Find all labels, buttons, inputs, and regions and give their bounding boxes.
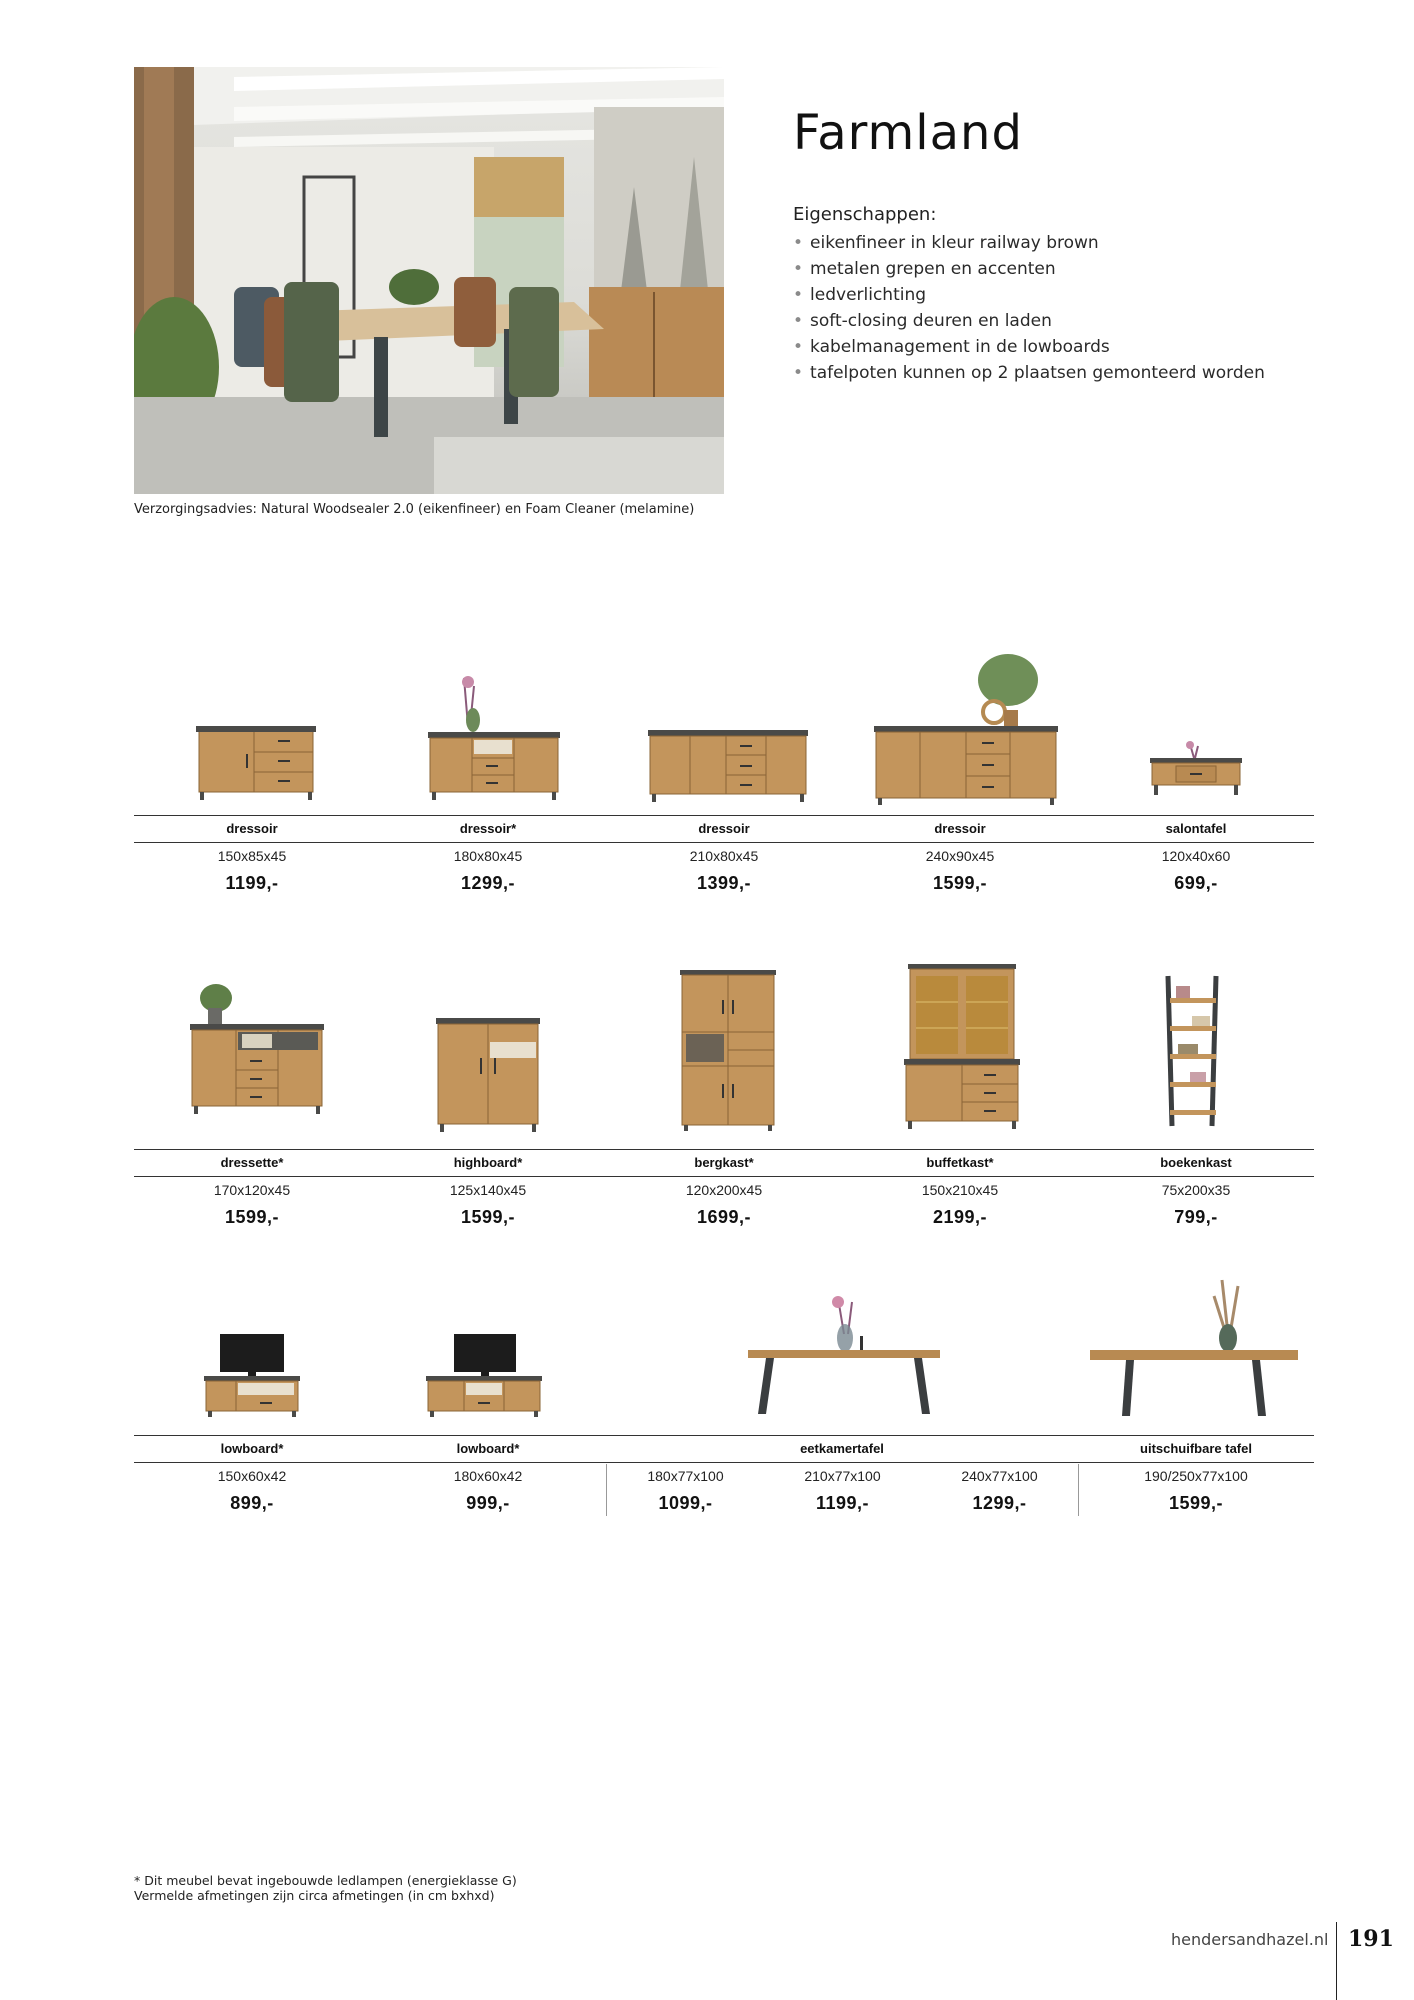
product-price: 1399,- — [696, 873, 752, 893]
product-price: 1299,- — [972, 1493, 1027, 1513]
bullet-icon: • — [793, 337, 804, 357]
product-dimensions: 180x77x100 — [647, 1468, 724, 1484]
row-divider — [134, 815, 1314, 816]
dressoir-240-image — [874, 650, 1058, 806]
product-name: dressoir — [226, 821, 278, 836]
feature-item — [793, 282, 1265, 308]
product-name: eetkamertafel — [800, 1441, 884, 1456]
product-price: 1599,- — [932, 873, 988, 893]
product-dimensions: 150x85x45 — [217, 848, 287, 864]
product-name: lowboard* — [220, 1441, 284, 1456]
product-price: 1599,- — [224, 1207, 280, 1227]
bullet-icon: • — [793, 233, 804, 253]
product-dimensions: 75x200x35 — [1161, 1182, 1231, 1198]
feature-text: soft-closing deuren en laden — [810, 311, 1052, 331]
product-name: lowboard* — [456, 1441, 520, 1456]
feature-text: ledverlichting — [810, 285, 927, 305]
product-dimensions: 150x210x45 — [921, 1182, 999, 1198]
footnotes — [134, 1873, 517, 1903]
website-link[interactable]: hendersandhazel.nl — [1171, 1930, 1329, 1949]
product-name: dressoir — [698, 821, 750, 836]
features-heading: Eigenschappen: — [793, 204, 937, 225]
page-number: 191 — [1348, 1926, 1394, 1952]
uitschuifbare-tafel-image — [1090, 1276, 1298, 1420]
bullet-icon: • — [793, 363, 804, 383]
product-dimensions: 125x140x45 — [449, 1182, 527, 1198]
product-name: salontafel — [1165, 821, 1227, 836]
product-dimensions: 180x60x42 — [453, 1468, 523, 1484]
product-price: 1299,- — [460, 873, 516, 893]
feature-item — [793, 360, 1265, 386]
bullet-icon: • — [793, 311, 804, 331]
product-dimensions: 210x77x100 — [804, 1468, 881, 1484]
feature-text: metalen grepen en accenten — [810, 259, 1056, 279]
footnote-led: * Dit meubel bevat ingebouwde ledlampen (energieklasse G) — [134, 1873, 517, 1888]
product-name: bergkast* — [694, 1155, 754, 1170]
product-dimensions: 170x120x45 — [213, 1182, 291, 1198]
feature-text: kabelmanagement in de lowboards — [810, 337, 1110, 357]
salontafel-image — [1150, 740, 1242, 804]
features-list — [793, 230, 1265, 386]
row-divider — [134, 1435, 1314, 1436]
dressette-image — [190, 984, 324, 1132]
dressoir-150-image — [196, 726, 316, 806]
product-dimensions: 210x80x45 — [689, 848, 759, 864]
product-price: 699,- — [1174, 873, 1218, 893]
product-name: dressoir — [934, 821, 986, 836]
product-price: 2199,- — [932, 1207, 988, 1227]
feature-item — [793, 334, 1265, 360]
product-dimensions: 150x60x42 — [217, 1468, 287, 1484]
page-number-divider — [1336, 1922, 1337, 2000]
feature-item — [793, 308, 1265, 334]
product-price: 1599,- — [460, 1207, 516, 1227]
feature-item — [793, 230, 1265, 256]
product-price: 799,- — [1174, 1207, 1218, 1227]
product-price: 1199,- — [815, 1493, 870, 1513]
product-dimensions: 120x200x45 — [685, 1182, 763, 1198]
dining-room-photo-icon — [134, 67, 724, 494]
hero-photo — [134, 67, 724, 494]
product-price: 999,- — [466, 1493, 510, 1513]
feature-item — [793, 256, 1265, 282]
product-name: buffetkast* — [926, 1155, 994, 1170]
dressoir-210-image — [648, 730, 808, 806]
feature-text: eikenfineer in kleur railway brown — [810, 233, 1099, 253]
product-dimensions: 240x77x100 — [961, 1468, 1038, 1484]
care-advice-caption: Verzorgingsadvies: Natural Woodsealer 2.0 (eikenfineer) en Foam Cleaner (melamine) — [134, 502, 695, 517]
feature-text: tafelpoten kunnen op 2 plaatsen gemonteerd worden — [810, 363, 1265, 383]
product-name: uitschuifbare tafel — [1140, 1441, 1252, 1456]
bergkast-image — [680, 970, 776, 1132]
eetkamertafel-image — [748, 1296, 940, 1420]
page-title: Farmland — [793, 105, 1023, 161]
product-dimensions: 190/250x77x100 — [1144, 1468, 1248, 1484]
lowboard-180-image — [426, 1334, 542, 1420]
row-divider — [134, 1176, 1314, 1177]
row-divider — [134, 1462, 1314, 1463]
product-name: dressoir* — [459, 821, 517, 836]
highboard-image — [436, 1018, 540, 1132]
footnote-dimensions: Vermelde afmetingen zijn circa afmetingen (in cm bxhxd) — [134, 1888, 495, 1903]
product-price: 1099,- — [658, 1493, 713, 1513]
product-name: dressette* — [220, 1155, 284, 1170]
lowboard-150-image — [204, 1334, 300, 1420]
product-dimensions: 120x40x60 — [1161, 848, 1231, 864]
bullet-icon: • — [793, 259, 804, 279]
product-dimensions: 180x80x45 — [453, 848, 523, 864]
buffetkast-image — [904, 964, 1020, 1132]
product-name: highboard* — [453, 1155, 523, 1170]
product-price: 1199,- — [225, 873, 279, 893]
product-dimensions: 240x90x45 — [925, 848, 995, 864]
product-price: 1699,- — [696, 1207, 752, 1227]
product-price: 1599,- — [1168, 1493, 1224, 1513]
boekenkast-image — [1162, 974, 1224, 1132]
product-price: 899,- — [230, 1493, 274, 1513]
row-divider — [134, 1149, 1314, 1150]
row-divider — [134, 842, 1314, 843]
dressoir-180-image — [424, 676, 564, 806]
bullet-icon: • — [793, 285, 804, 305]
product-name: boekenkast — [1160, 1155, 1232, 1170]
